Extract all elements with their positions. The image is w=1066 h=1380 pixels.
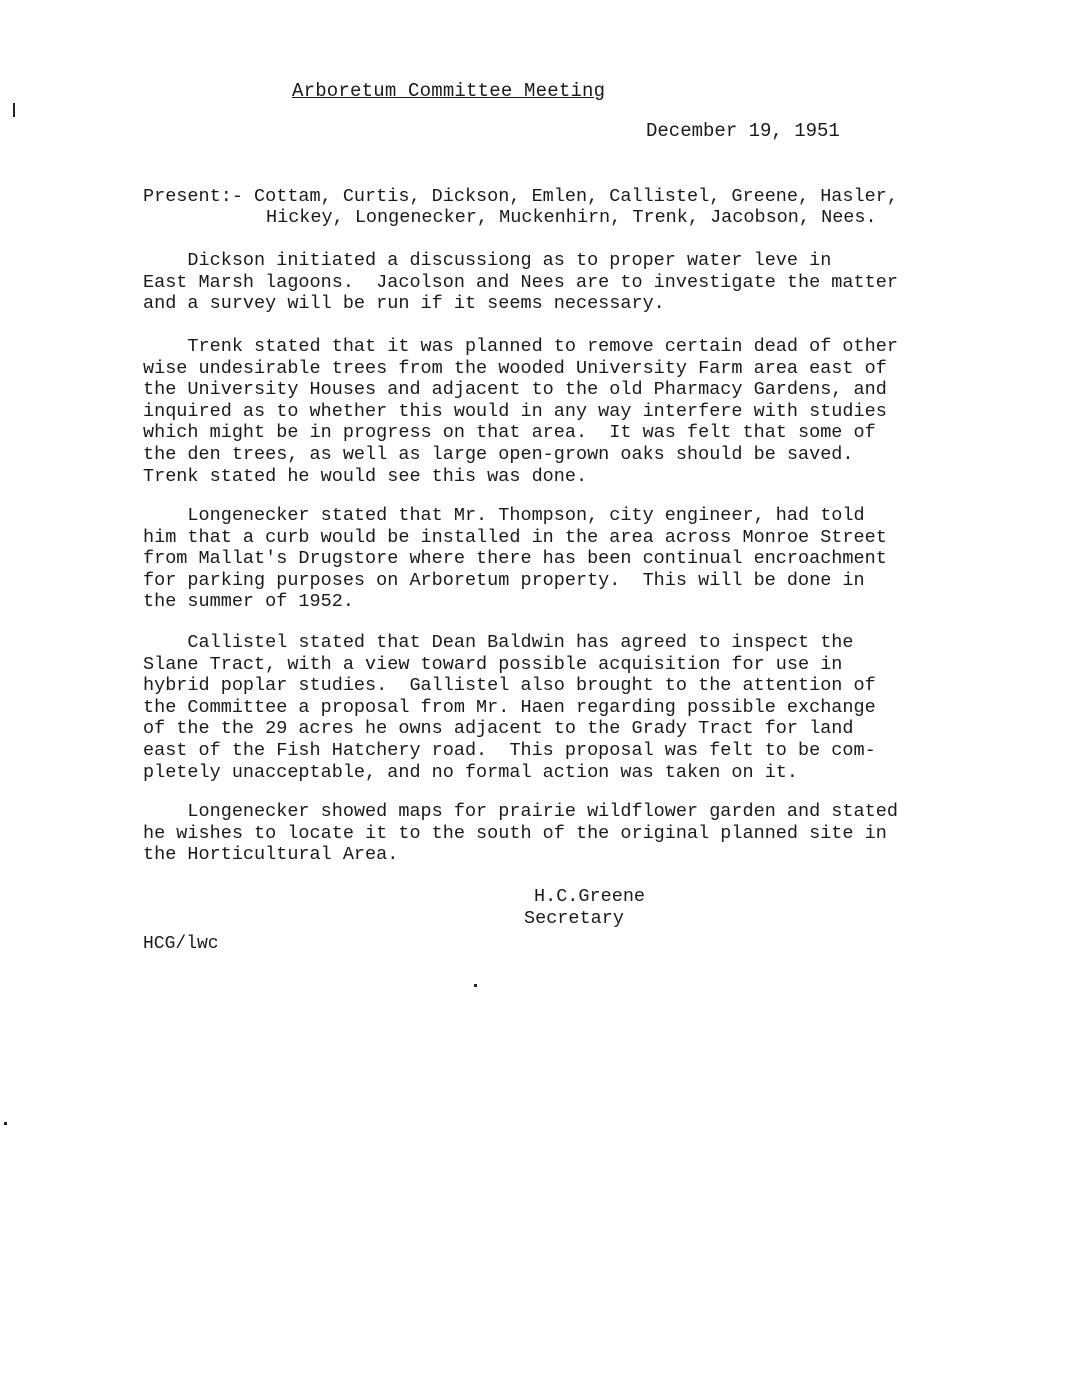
typist-initials: HCG/lwc	[143, 934, 219, 954]
paragraph-tree-removal: Trenk stated that it was planned to remove certain dead of other wise undesirable trees from the wooded University Farm area east of the University Houses and adjacent to the old Pharmacy Gardens, and inquired as to whether this would in any way interfere with studies which might be in progress on that area. It was felt that some of the den trees, as well as large open-grown oaks should be saved. Trenk stated he would see this was done.	[143, 336, 898, 487]
scan-mark	[4, 1122, 7, 1125]
signature-block	[524, 886, 645, 930]
paragraph-water-level: Dickson initiated a discussiong as to proper water leve in East Marsh lagoons. Jacolson and Nees are to investigate the matter and a survey will be run if it seems necessary.	[143, 250, 898, 315]
paragraph-curb: Longenecker stated that Mr. Thompson, city engineer, had told him that a curb would be installed in the area across Monroe Street from Mallat's Drugstore where there has been continual encroachment for parking purposes on Arboretum property. This will be done in the summer of 1952.	[143, 505, 887, 613]
scan-mark	[474, 984, 477, 987]
attendees-line-1: Present:- Cottam, Curtis, Dickson, Emlen, Callistel, Greene, Hasler,	[143, 186, 898, 207]
attendees-line-2: Hickey, Longenecker, Muckenhirn, Trenk, Jacobson, Nees.	[266, 207, 877, 228]
document-title: Arboretum Committee Meeting	[292, 80, 606, 102]
signature-name: H.C.Greene	[534, 886, 646, 907]
attendees-list	[143, 186, 1023, 228]
paragraph-slane-tract: Callistel stated that Dean Baldwin has agreed to inspect the Slane Tract, with a view toward possible acquisition for use in hybrid poplar studies. Gallistel also brought to the attention of the Committee a proposal from Mr. Haen regarding possible exchange of the the 29 acres he owns adjacent to the Grady Tract for land east of the Fish Hatchery road. This proposal was felt to be com- pletely unacceptable, and no formal action was taken on it.	[143, 632, 876, 783]
scan-mark	[13, 103, 15, 117]
meeting-date: December 19, 1951	[646, 120, 840, 142]
paragraph-wildflower-garden: Longenecker showed maps for prairie wildflower garden and stated he wishes to locate it to the south of the original planned site in the Horticultural Area.	[143, 801, 898, 866]
signature-title: Secretary	[524, 908, 624, 929]
